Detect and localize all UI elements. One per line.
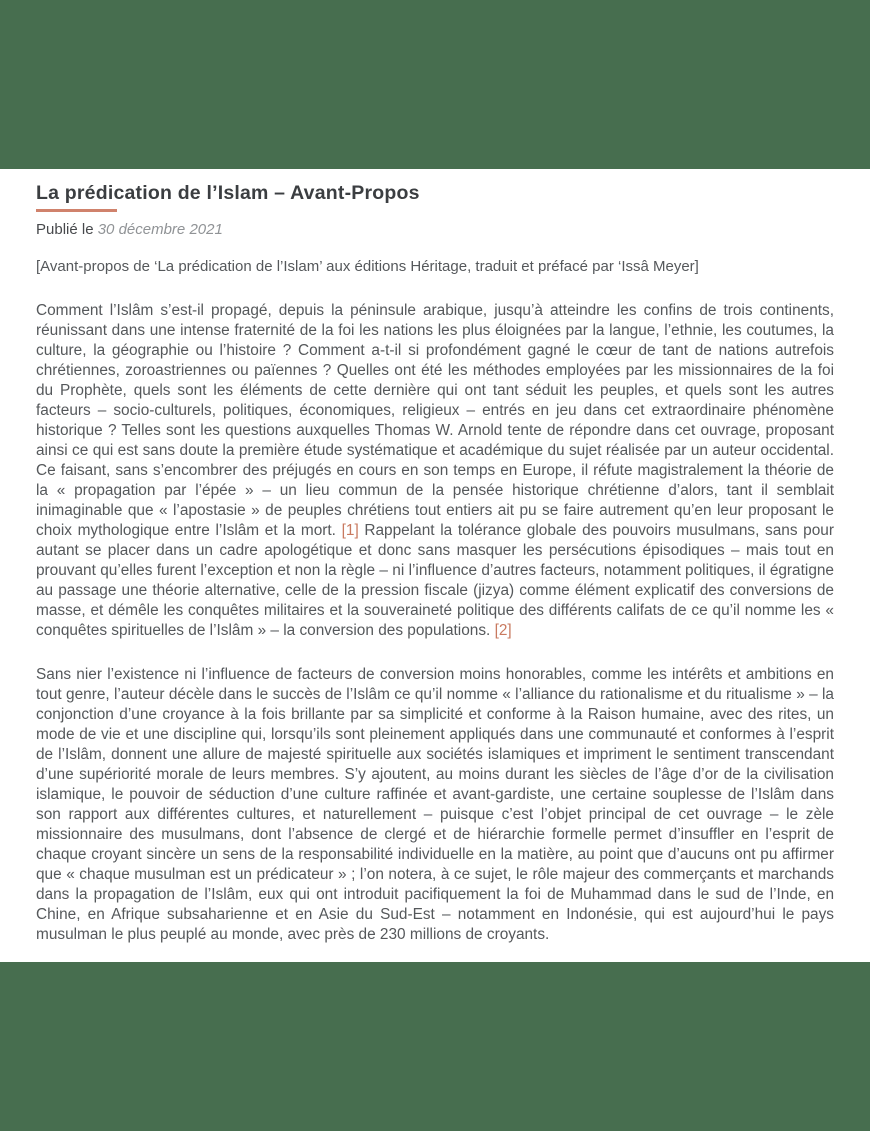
footnote-ref-2[interactable]: [2]: [494, 622, 512, 639]
paragraph-1-text-b: Rappelant la tolérance globale des pouvoirs musulmans, sans pour autant se placer dans un cadre apologétique et donc sans masquer les persécutions épisodiques – mais tout en prouvant qu’elles furent l’exception et non la règle – ni l’influence d’autres facteurs, notamment politiques, il égratigne au passage une théorie alternative, celle de la pression fiscale (jizya) comme élément explicatif des conversions de masse, et démêle les conquêtes militaires et la souveraineté politique des différents califats de ce qu’il nomme les « conquêtes spirituelles de l’Islâm » – la conversion des populations.: [36, 522, 834, 639]
title-accent-underline: [36, 209, 117, 212]
footnote-ref-1[interactable]: [1]: [341, 522, 359, 539]
published-date: 30 décembre 2021: [97, 221, 223, 238]
paragraph-1-text-a: Comment l’Islâm s’est-il propagé, depuis la péninsule arabique, jusqu’à atteindre les confins de trois continents, réunissant dans une intense fraternité de la foi les nations les plus éloignées par la langue, l’ethnie, les coutumes, la culture, la géographie ou l’histoire ? Comment a-t-il si profondément gagné le cœur de tant de nations autrefois chrétiennes, zoroastriennes ou païennes ? Quelles ont été les méthodes employées par les missionnaires de la foi du Prophète, quels sont les éléments de cette dernière qui ont tant séduit les peuples, et quels sont les autres facteurs – socio-culturels, politiques, économiques, religieux – entrés en jeu dans cet extraordinaire phénomène historique ? Telles sont les questions auxquelles Thomas W. Arnold tente de répondre dans cet ouvrage, proposant ainsi ce qui est sans doute la première étude systématique et académique du sujet réalisée par un auteur occidental. Ce faisant, sans s’encombrer des préjugés en cours en son temps en Europe, il réfute magistralement la théorie de la « propagation par l’épée » – un lieu commun de la pensée historique chrétienne d’alors, tant il semblait inimaginable que « l’apostasie » de peuples chrétiens tout entiers ait pu se faire autrement qu’en leur proposant le choix mythologique entre l’Islâm et la mort.: [36, 302, 834, 539]
paragraph-2: Sans nier l’existence ni l’influence de facteurs de conversion moins honorables, comme les intérêts et ambitions en tout genre, l’auteur décèle dans le succès de l’Islâm ce qu’il nomme « l’alliance du rationalisme et du ritualisme » – la conjonction d’une croyance à la fois brillante par sa simplicité et conforme à la Raison humaine, avec des rites, un mode de vie et une discipline qui, lorsqu’ils sont pleinement appliqués dans une communauté et conformes à l’esprit de l’Islâm, donnent une allure de majesté spirituelle aux sociétés islamiques et impriment le sentiment transcendant d’une supériorité morale de leurs membres. S’y ajoutent, au moins durant les siècles de l’âge d’or de la civilisation islamique, le pouvoir de séduction d’une culture raffinée et avant-gardiste, une certaine souplesse de l’Islâm dans son rapport aux différentes cultures, et naturellement – puisque c’est l’objet principal de cet ouvrage – le zèle missionnaire des musulmans, dont l’absence de clergé et de hiérarchie formelle permet d’insuffler en l’esprit de chaque croyant sincère un sens de la responsabilité individuelle en la matière, au point que d’aucuns ont pu affirmer que « chaque musulman est un prédicateur » ; l’on notera, à ce sujet, le rôle majeur des commerçants et marchands dans la propagation de l’Islâm, eux qui ont introduit pacifiquement la foi de Muhammad dans le sud de l’Inde, en Chine, en Afrique subsaharienne et en Asie du Sud-Est – notamment en Indonésie, qui est aujourd’hui le pays musulman le plus peuplé au monde, avec près de 230 millions de croyants.: [36, 666, 834, 943]
paragraph-1: [36, 301, 834, 641]
article-content-card: [0, 169, 870, 962]
translator-note: [Avant-propos de ‘La prédication de l’Islam’ aux éditions Héritage, traduit et préfacé par ‘Issâ Meyer]: [36, 258, 699, 275]
published-label: Publié le: [36, 221, 94, 238]
page-title: La prédication de l’Islam – Avant-Propos: [36, 182, 420, 204]
published-line: [36, 220, 834, 240]
